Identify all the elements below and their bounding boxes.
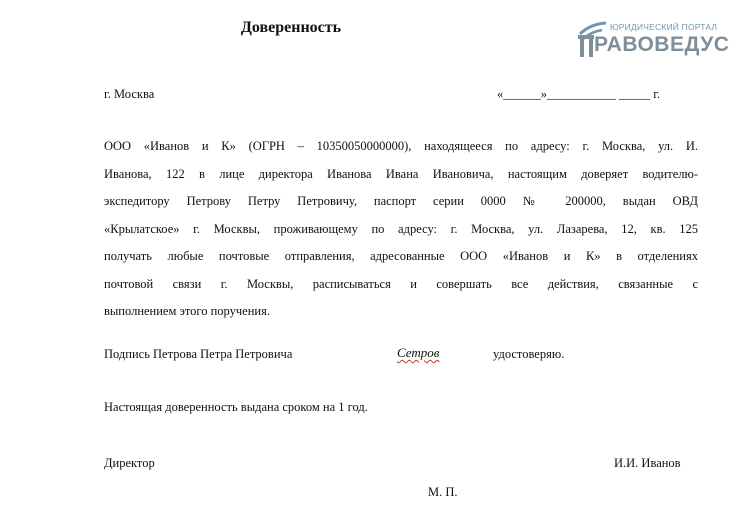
signature: Сетров [397, 345, 440, 360]
pravovedus-logo[interactable] [574, 18, 734, 62]
body-line: ООО «Иванов и К» (ОГРН – 10350050000000), находящееся по адресу: г. Москва, ул. И. [104, 139, 698, 153]
body-line: экспедитору Петрову Петру Петровичу, паспорт серии 0000 № 200000, выдан ОВД [104, 194, 698, 208]
body-line: выполнением этого поручения. [104, 304, 270, 318]
signature-label: Подпись Петрова Петра Петровича [104, 347, 293, 361]
director-label: Директор [104, 456, 155, 470]
logo-wordmark: РАВОВЕДУС [594, 33, 730, 56]
document-title: Доверенность [240, 19, 342, 36]
logo-subtitle: ЮРИДИЧЕСКИЙ ПОРТАЛ [610, 22, 718, 32]
body-line: почтовой связи г. Москвы, расписываться и совершать все действия, связанные с [104, 276, 698, 291]
director-name: И.И. Иванов [614, 456, 681, 470]
certify-text: удостоверяю. [493, 347, 565, 361]
validity-text: Настоящая доверенность выдана сроком на 1 год. [104, 400, 368, 414]
body-line: получать любые почтовые отправления, адресованные ООО «Иванов и К» в отделениях [104, 249, 698, 263]
stamp-place: М. П. [428, 485, 458, 499]
document-body [104, 133, 698, 326]
date-line: «______»___________ _____ г. [497, 87, 661, 101]
body-line: «Крылатское» г. Москвы, проживающему по адресу: г. Москва, ул. Лазарева, 12, кв. 125 [104, 221, 698, 236]
city-line: г. Москва [104, 87, 155, 101]
body-line: Иванова, 122 в лице директора Иванова Ивана Ивановича, настоящим доверяет водителю- [104, 166, 698, 181]
